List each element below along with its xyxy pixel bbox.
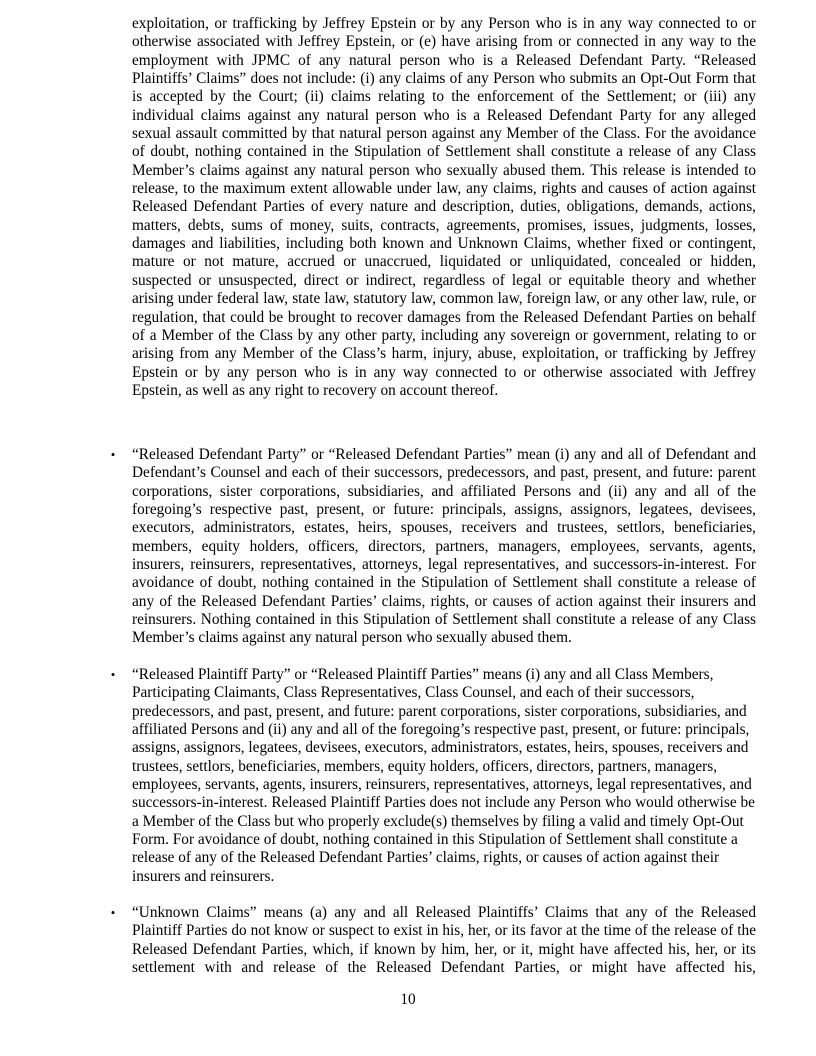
continuation-paragraph: exploitation, or trafficking by Jeffrey Epstein or by any Person who is in any way connected to or otherwise associated with Jeffrey Epstein, or (e) have arising from or connected in any way to the employment with JPMC of any natural person who is a Released Defendant Party. “Released Plaintiffs’ Claims” does not include: (i) any claims of any Person who submits an Opt-Out Form that is accepted by the Court; (ii) claims relating to the enforcement of the Settlement; or (iii) any individual claims against any natural person who is a Released Defendant Party for any alleged sexual assault committed by that natural person against any Member of the Class. For the avoidance of doubt, nothing contained in the Stipulation of Settlement shall constitute a release of any Class Member’s claims against any natural person who sexually abused them. This release is intended to release, to the maximum extent allowable under law, any claims, rights and causes of action against Released Defendant Parties of every nature and description, duties, obligations, demands, actions, matters, debts, sums of money, suits, contracts, agreements, promises, issues, judgments, losses, damages and liabilities, including both known and Unknown Claims, whether fixed or contingent, mature or not mature, accrued or unaccrued, liquidated or unliquidated, concealed or hidden, suspected or unsuspected, direct or indirect, regardless of legal or equitable theory and whether arising under federal law, state law, statutory law, common law, foreign law, or any other law, rule, or regulation, that could be brought to recover damages from the Released Defendant Parties on behalf of a Member of the Class by any other party, including any sovereign or government, relating to or arising from any Member of the Class’s harm, injury, abuse, exploitation, or trafficking by Jeffrey Epstein or by any person who is in any way connected to or otherwise associated with Jeffrey Epstein, as well as any right to recovery on account thereof.	[132, 15, 756, 399]
bullet-icon: •	[110, 905, 116, 920]
definition-released-defendant-party: “Released Defendant Party” or “Released Defendant Parties” mean (i) any and all of Defendant and Defendant’s Counsel and each of their successors, predecessors, and past, present, and future: parent corporations, sister corporations, subsidiaries, and affiliated Persons and (ii) any and all of the foregoing’s respective past, present, or future: principals, assigns, assignors, legatees, devisees, executors, administrators, estates, heirs, spouses, receivers and trustees, settlors, beneficiaries, members, equity holders, officers, directors, partners, managers, employees, servants, agents, insurers, reinsurers, representatives, attorneys, legal representatives, and successors-in-interest. For avoidance of doubt, nothing contained in the Stipulation of Settlement shall constitute a release of any of the Released Defendant Parties’ claims, rights, or causes of action against their insurers and reinsurers. Nothing contained in this Stipulation of Settlement shall constitute a release of any Class Member’s claims against any natural person who sexually abused them.	[132, 446, 756, 647]
page-number: 10	[400, 991, 416, 1008]
definition-released-plaintiff-party: “Released Plaintiff Party” or “Released Plaintiff Parties” means (i) any and all Class Members, Participating Claimants, Class Representatives, Class Counsel, and each of their successors, predecessors, and past, present, and future: parent corporations, sister corporations, subsidiaries, and affiliated Persons and (ii) any and all of the foregoing’s respective past, present, or future: principals, assigns, assignors, legatees, devisees, executors, administrators, estates, heirs, spouses, receivers and trustees, settlors, beneficiaries, members, equity holders, officers, directors, partners, managers, employees, servants, agents, insurers, reinsurers, representatives, attorneys, legal representatives, and successors-in-interest. Released Plaintiff Parties does not include any Person who would otherwise be a Member of the Class but who properly exclude(s) themselves by filing a valid and timely Opt-Out Form. For avoidance of doubt, nothing contained in this Stipulation of Settlement shall constitute a release of any of the Released Defendant Parties’ claims, rights, or causes of action against their insurers and reinsurers.	[132, 666, 755, 885]
bullet-icon: •	[110, 667, 116, 682]
bullet-icon: •	[110, 447, 116, 462]
definition-unknown-claims: “Unknown Claims” means (a) any and all Released Plaintiffs’ Claims that any of the Released Plaintiff Parties do not know or suspect to exist in his, her, or its favor at the time of the release of the Released Defendant Parties, which, if known by him, her, or it, might have affected his, her, or its settlement with and release of the Released Defendant Parties, or might have affected his,	[132, 904, 756, 977]
